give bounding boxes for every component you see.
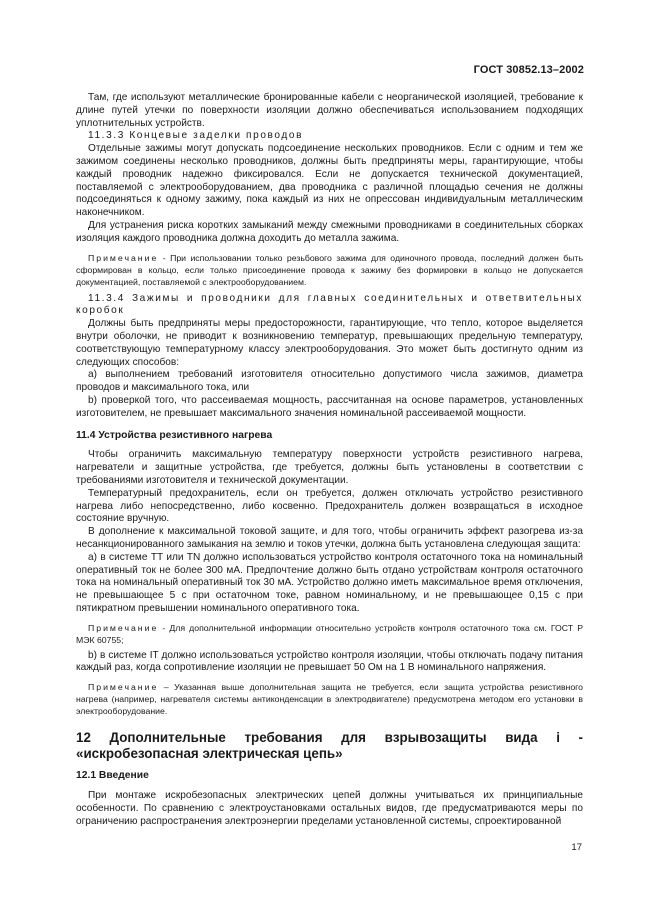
note-threaded-clamp xyxy=(76,252,583,288)
note-text: - Для дополнительной информации относительно устройств контроля остаточного тока см. ГОСТ Р МЭК 60755; xyxy=(76,622,583,645)
note-label: Примечание xyxy=(88,682,159,693)
list-item-b-it: b) в системе IT должно использоваться устройство контроля изоляции, чтобы отключать подачу питания каждый раз, когда сопротивление изоляции не превышает 50 Ом на 1 В номинального напряжения. xyxy=(76,649,583,674)
list-item-a-tt-tn: а) в системе TT или TN должно использоваться устройство контроля остаточного тока на номинальный оперативный ток не более 300 мА. Предпочтение должно быть отдано устройствам контроля остаточного тока на номинальный оперативный ток 30 мА. Устройство должно иметь максимальное время отключения, не превышающее 5 с при остаточном токе, равном номинальному, и не превышающее 0,15 с при пятикратном превышении номинального оперативного тока. xyxy=(76,551,583,614)
note-additional-protection xyxy=(76,681,583,717)
paragraph-precautions: Должны быть предприняты меры предосторожности, гарантирующие, что тепло, которое выделяется внутри оболочки, не приводит к возникновению температур, превышающих предельную температуру, соответствующую температурному классу электрооборудования. Это может быть достигнуто одним из следующих способов: xyxy=(76,318,583,368)
note-text: – Указанная выше дополнительная защита не требуется, если защита устройства резистивного нагрева (например, нагревателя системы антиконденсации в электродвигателе) предусмотрена методом его установки в электрооборудование. xyxy=(76,682,583,717)
paragraph-intrinsic-safety: При монтаже искробезопасных электрических цепей должны учитываться их принципиальные особенности. По сравнению с электроустановками остальных видов, где предусматриваются меры по ограничению распространения электроэнергии пределами установленной системы, спроектированной xyxy=(76,790,583,827)
paragraph-separate-clamps: Отдельные зажимы могут допускать подсоединение нескольких проводников. Если с одним и тем же зажимом соединены несколько проводников, должны быть предприняты меры, гарантирующие, чтобы каждый проводник надежно фиксировался. Если не допускается технической документацией, поставляемой с электрооборудованием, два проводника с различной площадью сечения не должны подсоединяться к одному зажиму, пока каждый из них не опрессован индивидуальным металлическим наконечником. xyxy=(76,143,583,219)
paragraph-thermal-fuse: Температурный предохранитель, если он требуется, должен отключать устройство резистивного нагрева либо непосредственно, либо косвенно. Предохранитель должен возвращаться в исходное состояние вручную. xyxy=(76,487,583,525)
section-12-1-heading: 12.1 Введение xyxy=(76,770,149,782)
paragraph-heater-temperature: Чтобы ограничить максимальную температуру поверхности устройств резистивного нагрева, нагреватели и защитные устройства, где требуется, должны быть установлены в соответствии с требованиями изготовителя и технической документации. xyxy=(76,449,583,486)
page-number: 17 xyxy=(571,842,582,853)
subsection-11-3-4-title: 11.3.4 Зажимы и проводники для главных соединительных и ответвительных коробок xyxy=(76,292,583,317)
section-11-4-heading: 11.4 Устройства резистивного нагрева xyxy=(76,429,273,441)
list-item-a-manufacturer: а) выполнением требований изготовителя относительно допустимого числа зажимов, диаметра проводов и максимального тока, или xyxy=(76,369,583,394)
note-text: - При использовании только резьбового зажима для одиночного провода, последний должен быть сформирован в кольцо, если только присоединение провода к зажиму без формировки в кольцо не допускается документацией, поставляемой с электрооборудованием. xyxy=(76,252,583,287)
subsection-11-3-3-title: 11.3.3 Концевые заделки проводов xyxy=(88,130,304,142)
paragraph-short-circuit-risk: Для устранения риска коротких замыканий между смежными проводниками в соединительных сборках изоляция каждого проводника должна доходить до металла зажима. xyxy=(76,219,583,244)
note-label: Примечание xyxy=(88,252,159,263)
note-rcd-info xyxy=(76,622,583,646)
paragraph-overcurrent-protection: В дополнение к максимальной токовой защите, и для того, чтобы ограничить эффект разогрева из-за несанкционированного замыкания на землю и токов утечки, должна быть установлена следующая защита: xyxy=(76,526,583,550)
document-body xyxy=(76,92,583,828)
document-header-id: ГОСТ 30852.13–2002 xyxy=(473,64,584,76)
list-item-b-power: b) проверкой того, что рассеиваемая мощность, рассчитанная на основе параметров, установленных изготовителем, не превышает максимального значения номинальной рассеиваемой мощности. xyxy=(76,394,583,419)
note-label: Примечание xyxy=(88,622,159,633)
paragraph-metal-cables: Там, где используют металлические бронированные кабели с неорганической изоляцией, требование к длине путей утечки по поверхности изоляции должно обеспечиваться использованием подходящих уплотнительных устройств. xyxy=(76,92,583,129)
section-12-heading: 12 Дополнительные требования для взрывозащиты вида i - «искробезопасная электрическая цепь» xyxy=(76,730,583,762)
